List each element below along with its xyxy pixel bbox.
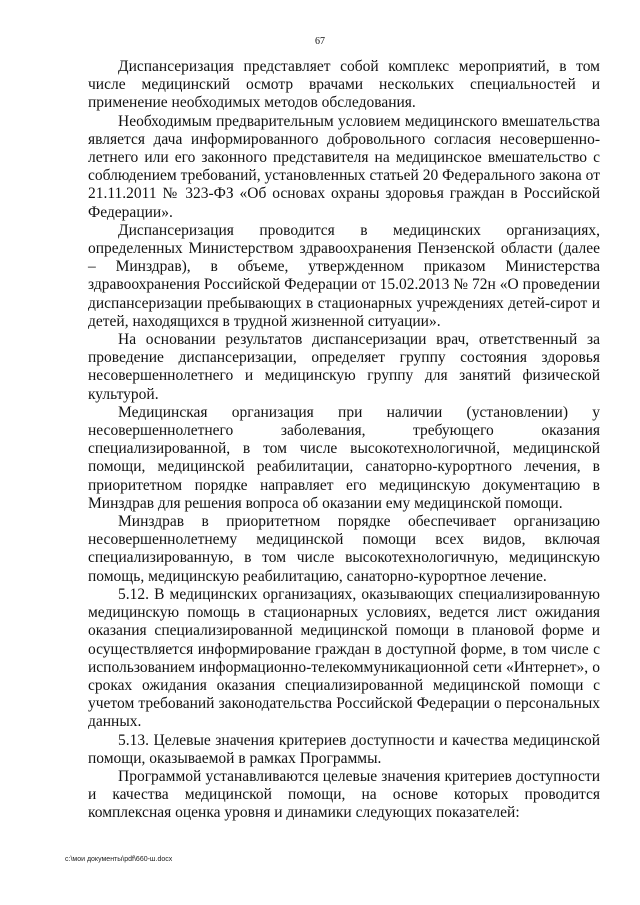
- paragraph-section-5-13: 5.13. Целевые значения критериев доступности и качества медицинской помощи, оказываемой в рамках Программы.: [88, 731, 600, 767]
- paragraph-informed-consent: Необходимым предварительным условием медицинского вмешательства является дача информированного добровольного согласия несовершеннолетнего или его законного представителя на медицинское вмешательство с соблюдением требований, установленных статьей 20 Федерального закона от 21.11.2011 № 323-ФЗ «Об основах охраны здоровья граждан в Российской Федерации».: [88, 112, 600, 221]
- paragraph-section-5-12: 5.12. В медицинских организациях, оказывающих специализированную медицинскую помощь в стационарных условиях, ведется лист ожидания оказания специализированной медицинской помощи в плановой форме и осуществляется информирование граждан в доступной форме, в том числе с использованием информационно-телекоммуникационной сети «Интернет», о сроках ожидания оказания специализированной медицинской помощи с учетом требований законодательства Российской Федерации о персональных данных.: [88, 585, 600, 731]
- paragraph-specialized-care-referral: Медицинская организация при наличии (установлении) у несовершеннолетнего заболевания, требующего оказания специализированной, в том числе высокотехнологичной, медицинской помощи, медицинской реабилитации, санаторно-курортного лечения, в приоритетном порядке направляет его медицинскую документацию в Минздрав для решения вопроса об оказании ему медицинской помощи.: [88, 403, 600, 512]
- paragraph-health-group: На основании результатов диспансеризации врач, ответственный за проведение диспансеризации, определяет группу состояния здоровья несовершеннолетнего и медицинскую группу для занятий физической культурой.: [88, 331, 600, 403]
- paragraph-medical-organizations: Диспансеризация проводится в медицинских организациях, определенных Министерством здравоохранения Пензенской области (далее – Минздрав), в объеме, утвержденном приказом Министерства здравоохранения Российской Федерации от 15.02.2013 № 72н «О проведении диспансеризации пребывающих в стационарных учреждениях детей-сирот и детей, находящихся в трудной жизненной ситуации».: [88, 221, 600, 330]
- paragraph-target-values: Программой устанавливаются целевые значения критериев доступности и качества медицинской помощи, на основе которых проводится комплексная оценка уровня и динамики следующих показателей:: [88, 767, 600, 822]
- page-number: 67: [315, 36, 325, 47]
- document-body: [88, 58, 600, 823]
- paragraph-dispanserization-definition: Диспансеризация представляет собой комплекс мероприятий, в том числе медицинский осмотр врачами нескольких специальностей и применение необходимых методов обследования.: [88, 58, 600, 112]
- paragraph-minzdrav-priority: Минздрав в приоритетном порядке обеспечивает организацию несовершеннолетнему медицинской помощи всех видов, включая специализированную, в том числе высокотехнологичную, медицинскую помощь, медицинскую реабилитацию, санаторно-курортное лечение.: [88, 513, 600, 585]
- footer-file-path: c:\мои документы\pdf\660-ш.docx: [65, 856, 173, 863]
